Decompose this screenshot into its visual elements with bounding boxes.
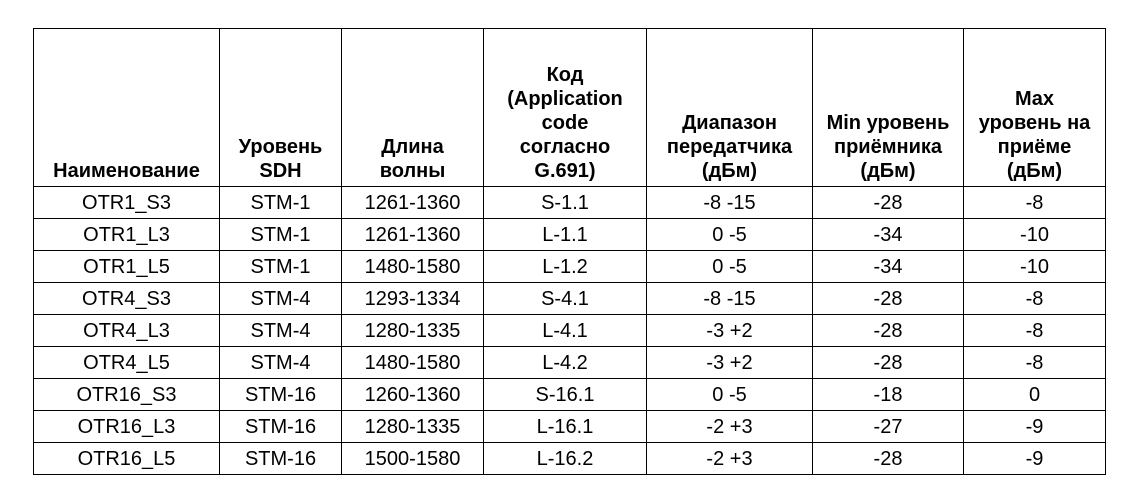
- cell-min-receiver-level: -18: [813, 379, 964, 411]
- header-line: приёме: [997, 136, 1072, 158]
- header-sdh-level: [220, 29, 342, 187]
- cell-max-receiver-level: -9: [964, 443, 1106, 475]
- cell-min-receiver-level: -28: [813, 443, 964, 475]
- cell-min-receiver-level: -28: [813, 347, 964, 379]
- cell-application-code: S-1.1: [484, 187, 647, 219]
- cell-max-receiver-level: -8: [964, 347, 1106, 379]
- header-line: Длина: [381, 136, 444, 158]
- cell-wavelength: 1280-1335: [342, 315, 484, 347]
- cell-name: OTR16_S3: [34, 379, 220, 411]
- table-body: [34, 187, 1106, 475]
- cell-application-code: S-16.1: [484, 379, 647, 411]
- cell-min-receiver-level: -34: [813, 219, 964, 251]
- cell-max-receiver-level: -10: [964, 251, 1106, 283]
- transceiver-spec-table: [33, 28, 1106, 475]
- header-line: Диапазон: [682, 112, 777, 134]
- header-line: (дБм): [1006, 160, 1063, 182]
- cell-application-code: L-16.2: [484, 443, 647, 475]
- header-line: приёмника: [833, 136, 943, 158]
- cell-transmitter-range: -8 -15: [647, 283, 813, 315]
- cell-min-receiver-level: -28: [813, 283, 964, 315]
- header-max-receiver-level: [964, 29, 1106, 187]
- table-row: [34, 347, 1106, 379]
- header-line: (дБм): [701, 160, 758, 182]
- cell-wavelength: 1261-1360: [342, 219, 484, 251]
- cell-name: OTR1_S3: [34, 187, 220, 219]
- cell-application-code: S-4.1: [484, 283, 647, 315]
- table-row: [34, 379, 1106, 411]
- cell-sdh-level: STM-1: [220, 251, 342, 283]
- cell-name: OTR1_L5: [34, 251, 220, 283]
- cell-max-receiver-level: -9: [964, 411, 1106, 443]
- table-row: [34, 443, 1106, 475]
- cell-application-code: L-4.2: [484, 347, 647, 379]
- cell-transmitter-range: -8 -15: [647, 187, 813, 219]
- cell-application-code: L-1.1: [484, 219, 647, 251]
- header-line: согласно: [519, 136, 611, 158]
- cell-min-receiver-level: -28: [813, 315, 964, 347]
- header-wavelength: [342, 29, 484, 187]
- cell-name: OTR16_L3: [34, 411, 220, 443]
- header-line: Наименование: [53, 160, 200, 182]
- cell-name: OTR4_L3: [34, 315, 220, 347]
- cell-application-code: L-16.1: [484, 411, 647, 443]
- cell-name: OTR16_L5: [34, 443, 220, 475]
- cell-sdh-level: STM-4: [220, 315, 342, 347]
- cell-max-receiver-level: 0: [964, 379, 1106, 411]
- header-line: SDH: [259, 160, 302, 182]
- header-line: передатчика: [666, 136, 793, 158]
- cell-wavelength: 1260-1360: [342, 379, 484, 411]
- cell-sdh-level: STM-16: [220, 379, 342, 411]
- header-line: Уровень: [238, 136, 323, 158]
- cell-name: OTR1_L3: [34, 219, 220, 251]
- cell-max-receiver-level: -8: [964, 187, 1106, 219]
- cell-application-code: L-4.1: [484, 315, 647, 347]
- header-line: волны: [379, 160, 446, 182]
- cell-sdh-level: STM-4: [220, 283, 342, 315]
- cell-wavelength: 1480-1580: [342, 347, 484, 379]
- table-row: [34, 411, 1106, 443]
- cell-transmitter-range: -2 +3: [647, 411, 813, 443]
- cell-max-receiver-level: -8: [964, 315, 1106, 347]
- cell-max-receiver-level: -8: [964, 283, 1106, 315]
- cell-min-receiver-level: -28: [813, 187, 964, 219]
- header-name: [34, 29, 220, 187]
- table-row: [34, 283, 1106, 315]
- cell-transmitter-range: -2 +3: [647, 443, 813, 475]
- table-row: [34, 187, 1106, 219]
- cell-wavelength: 1261-1360: [342, 187, 484, 219]
- table-row: [34, 315, 1106, 347]
- table-row: [34, 219, 1106, 251]
- cell-transmitter-range: 0 -5: [647, 379, 813, 411]
- cell-sdh-level: STM-4: [220, 347, 342, 379]
- table-row: [34, 251, 1106, 283]
- header-transmitter-range: [647, 29, 813, 187]
- header-line: code: [541, 112, 589, 134]
- header-line: (Application: [507, 88, 623, 110]
- cell-wavelength: 1280-1335: [342, 411, 484, 443]
- cell-wavelength: 1293-1334: [342, 283, 484, 315]
- cell-min-receiver-level: -27: [813, 411, 964, 443]
- header-line: Min уровень: [826, 112, 950, 134]
- cell-name: OTR4_S3: [34, 283, 220, 315]
- cell-max-receiver-level: -10: [964, 219, 1106, 251]
- header-min-receiver-level: [813, 29, 964, 187]
- cell-sdh-level: STM-1: [220, 187, 342, 219]
- header-line: Код: [546, 64, 584, 86]
- cell-transmitter-range: 0 -5: [647, 251, 813, 283]
- cell-transmitter-range: -3 +2: [647, 347, 813, 379]
- header-line: (дБм): [860, 160, 916, 182]
- cell-name: OTR4_L5: [34, 347, 220, 379]
- cell-sdh-level: STM-1: [220, 219, 342, 251]
- header-line: уровень на: [978, 112, 1091, 134]
- header-line: G.691): [534, 160, 596, 182]
- cell-wavelength: 1500-1580: [342, 443, 484, 475]
- cell-transmitter-range: -3 +2: [647, 315, 813, 347]
- cell-application-code: L-1.2: [484, 251, 647, 283]
- header-application-code: [484, 29, 647, 187]
- cell-min-receiver-level: -34: [813, 251, 964, 283]
- header-line: Max: [1015, 88, 1054, 110]
- header-row: [34, 29, 1106, 187]
- cell-wavelength: 1480-1580: [342, 251, 484, 283]
- cell-sdh-level: STM-16: [220, 411, 342, 443]
- cell-transmitter-range: 0 -5: [647, 219, 813, 251]
- table-header: [34, 29, 1106, 187]
- cell-sdh-level: STM-16: [220, 443, 342, 475]
